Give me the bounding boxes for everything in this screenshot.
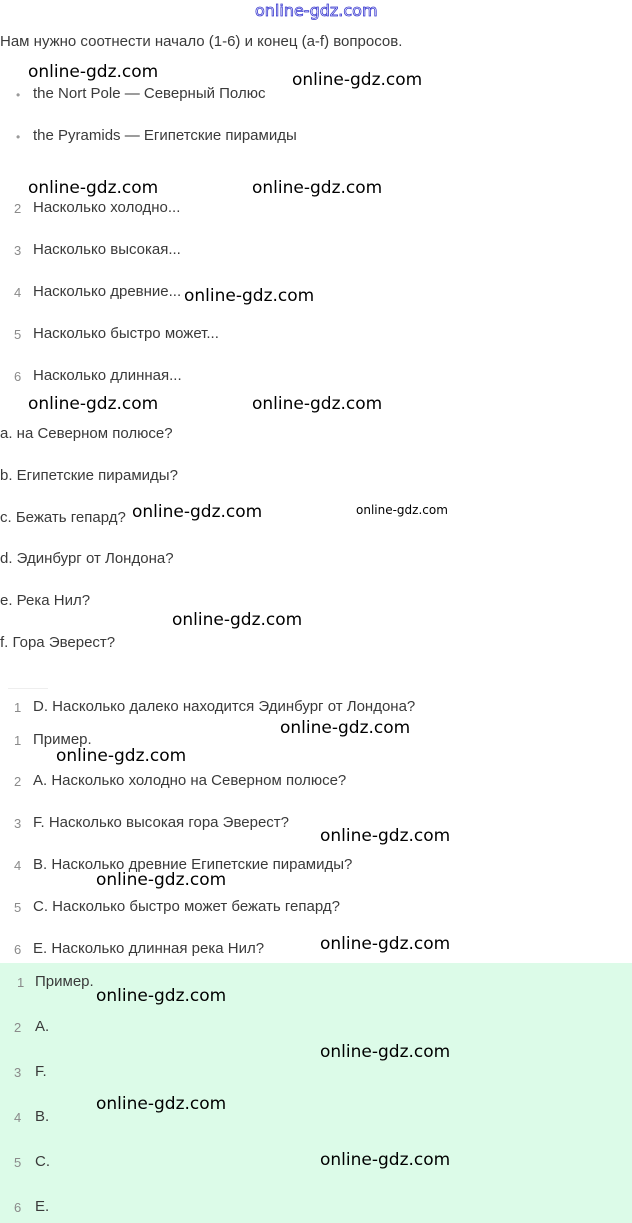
watermark-text: online-gdz.com xyxy=(172,610,303,630)
ending-item: d. Эдинбург от Лондона? xyxy=(0,550,174,567)
intro-text: Нам нужно соотнести начало (1-6) и конец (a-f) вопросов. xyxy=(0,33,403,50)
list-number: 1 xyxy=(17,975,25,990)
watermark-text: online-gdz.com xyxy=(28,178,159,198)
watermark-text: online-gdz.com xyxy=(132,502,263,522)
answer-item: E. Насколько длинная река Нил? xyxy=(33,940,265,957)
list-number: 4 xyxy=(14,858,22,873)
beginning-item: Насколько высокая... xyxy=(33,241,181,258)
divider xyxy=(8,688,48,689)
watermark-text: online-gdz.com xyxy=(320,826,451,846)
answer-item: A. Насколько холодно на Северном полюсе? xyxy=(33,772,347,789)
list-number: 4 xyxy=(14,1110,22,1125)
list-number: 6 xyxy=(14,1200,22,1215)
ending-item: f. Гора Эверест? xyxy=(0,634,116,651)
list-number: 3 xyxy=(14,816,22,831)
bullet-icon: • xyxy=(16,130,21,144)
list-number: 1 xyxy=(14,700,22,715)
bullet-icon: • xyxy=(16,88,21,102)
watermark-text: online-gdz.com xyxy=(96,870,227,890)
list-number: 2 xyxy=(14,774,22,789)
summary-item: C. xyxy=(35,1153,50,1170)
ending-item: a. на Северном полюсе? xyxy=(0,425,173,442)
list-number: 3 xyxy=(14,1065,22,1080)
watermark-text: online-gdz.com xyxy=(320,1042,451,1062)
summary-item: F. xyxy=(35,1063,47,1080)
list-number: 6 xyxy=(14,369,22,384)
list-number: 4 xyxy=(14,285,22,300)
watermark-text: online-gdz.com xyxy=(356,503,448,517)
beginning-item: Насколько холодно... xyxy=(33,199,181,216)
answer-item: B. Насколько древние Египетские пирамиды? xyxy=(33,856,353,873)
answer-item: D. Насколько далеко находится Эдинбург от Лондона? xyxy=(33,698,416,715)
answer-item: C. Насколько быстро может бежать гепард? xyxy=(33,898,340,915)
bullet-item: the Pyramids — Египетские пирамиды xyxy=(33,127,297,144)
list-number: 5 xyxy=(14,900,22,915)
summary-item: B. xyxy=(35,1108,50,1125)
summary-item: A. xyxy=(35,1018,50,1035)
ending-item: b. Египетские пирамиды? xyxy=(0,467,178,484)
ending-item: e. Река Нил? xyxy=(0,592,91,609)
list-number: 6 xyxy=(14,942,22,957)
watermark-header: online-gdz.com xyxy=(255,1,378,20)
watermark-text: online-gdz.com xyxy=(320,1150,451,1170)
beginning-item: Насколько длинная... xyxy=(33,367,182,384)
bullet-item: the Nort Pole — Северный Полюс xyxy=(33,85,266,102)
answer-summary-panel xyxy=(0,963,632,1223)
watermark-text: online-gdz.com xyxy=(96,986,227,1006)
summary-item: E. xyxy=(35,1198,50,1215)
beginning-item: Насколько быстро может... xyxy=(33,325,219,342)
watermark-text: online-gdz.com xyxy=(28,394,159,414)
summary-item: Пример. xyxy=(35,973,94,990)
list-number: 2 xyxy=(14,1020,22,1035)
watermark-text: online-gdz.com xyxy=(96,1094,227,1114)
watermark-text: online-gdz.com xyxy=(252,394,383,414)
watermark-text: online-gdz.com xyxy=(28,62,159,82)
answer-item: F. Насколько высокая гора Эверест? xyxy=(33,814,290,831)
answer-item: Пример. xyxy=(33,731,92,748)
watermark-text: online-gdz.com xyxy=(320,934,451,954)
beginning-item: Насколько древние... xyxy=(33,283,182,300)
watermark-text: online-gdz.com xyxy=(292,70,423,90)
list-number: 3 xyxy=(14,243,22,258)
list-number: 2 xyxy=(14,201,22,216)
watermark-text: online-gdz.com xyxy=(184,286,315,306)
list-number: 5 xyxy=(14,1155,22,1170)
watermark-text: online-gdz.com xyxy=(280,718,411,738)
watermark-text: online-gdz.com xyxy=(56,746,187,766)
list-number: 1 xyxy=(14,733,22,748)
ending-item: c. Бежать гепард? xyxy=(0,509,126,526)
watermark-text: online-gdz.com xyxy=(252,178,383,198)
list-number: 5 xyxy=(14,327,22,342)
